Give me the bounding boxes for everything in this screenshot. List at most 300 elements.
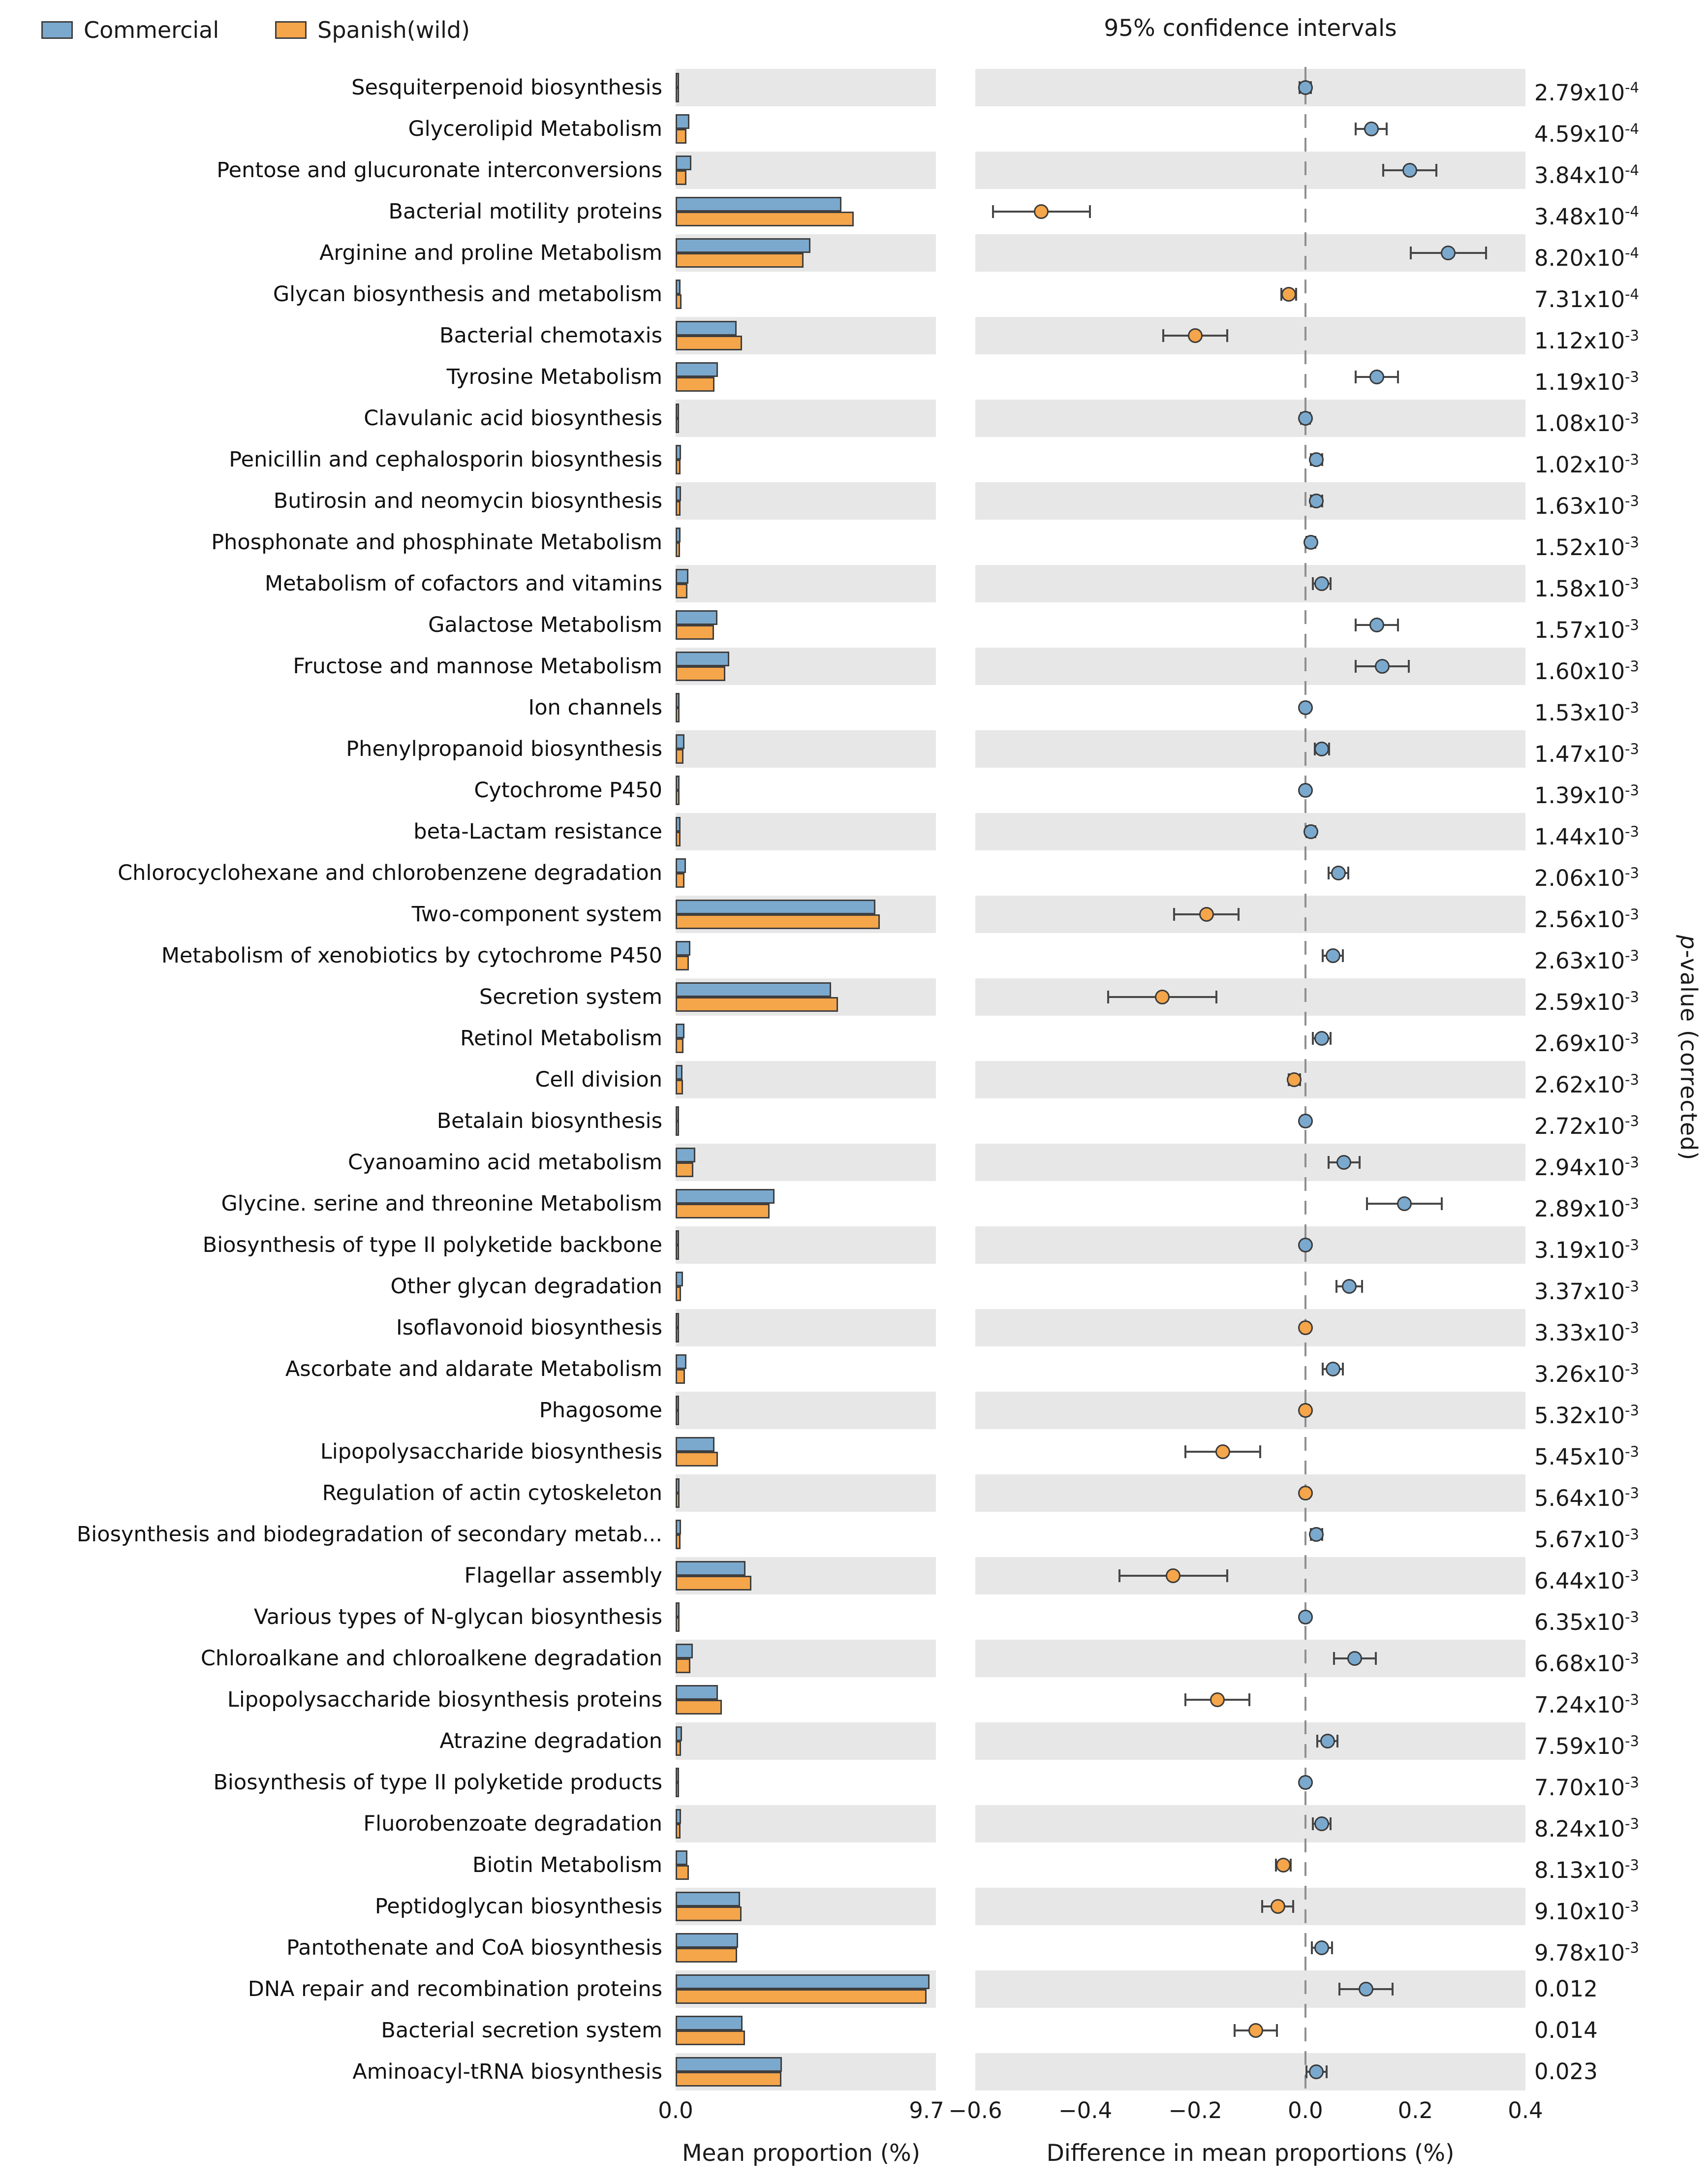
p-value: $3.33x10^{-3}$ [1534, 1319, 1640, 1346]
pathway-label: Secretion system [479, 985, 662, 1009]
pvalue-axis-label-rest: -value (corrected) [1676, 950, 1702, 1161]
p-value: $2.69x10^{-3}$ [1534, 1030, 1640, 1057]
diff-dot [1304, 535, 1318, 550]
spanish-bar [676, 749, 683, 764]
commercial-bar [676, 238, 810, 253]
ci-cap-left [1234, 2024, 1236, 2037]
pathway-label: Biosynthesis of type II polyketide backbone [202, 1233, 662, 1257]
pathway-row [0, 604, 1707, 646]
diff-dot [1298, 783, 1313, 798]
spanish-bar [676, 1080, 683, 1094]
p-value: $8.24x10^{-3}$ [1534, 1815, 1640, 1842]
p-value-exponent: -3 [1625, 534, 1640, 551]
diff-dot [1298, 411, 1313, 426]
pathway-row [0, 1514, 1707, 1555]
spanish-bar [676, 1658, 690, 1673]
p-value-exponent: -3 [1625, 1485, 1640, 1501]
commercial-bar [676, 445, 681, 460]
pathway-row [0, 150, 1707, 191]
p-value-exponent: -4 [1625, 121, 1640, 137]
commercial-bar [676, 1685, 718, 1700]
p-value-exponent: -3 [1625, 741, 1640, 757]
pathway-label: Lipopolysaccharide biosynthesis proteins [227, 1687, 662, 1712]
diff-dot [1314, 1031, 1329, 1046]
commercial-bar [676, 362, 718, 377]
diff-dot [1309, 2064, 1324, 2079]
spanish-bar [676, 1493, 680, 1508]
pathway-row [0, 1348, 1707, 1390]
diff-dot [1326, 1362, 1340, 1376]
pathway-label: Bacterial secretion system [381, 2018, 662, 2043]
p-value-exponent: -3 [1625, 1071, 1640, 1088]
diff-dot [1034, 204, 1049, 219]
spanish-swatch-icon [275, 21, 307, 39]
spanish-bar [676, 1989, 927, 2004]
pathway-label: Biosynthesis and biodegradation of secondary metab... [76, 1522, 662, 1547]
pathway-label: Cyanoamino acid metabolism [347, 1150, 662, 1175]
row-band-right [975, 482, 1525, 520]
pathway-row [0, 1844, 1707, 1886]
commercial-bar [676, 197, 841, 212]
diff-dot [1397, 1196, 1412, 1211]
commercial-bar [676, 982, 831, 997]
row-band-left [676, 813, 936, 850]
right-axis-tick: −0.2 [1168, 2097, 1222, 2123]
p-value: $8.20x10^{-4}$ [1534, 245, 1640, 271]
diff-dot [1364, 122, 1379, 136]
ci-cap-right [1089, 205, 1091, 218]
commercial-bar [676, 1272, 683, 1286]
p-value-exponent: -3 [1625, 947, 1640, 964]
pathway-row [0, 770, 1707, 811]
spanish-bar [676, 584, 687, 598]
commercial-bar [676, 114, 689, 129]
ci-cap-right [1485, 247, 1487, 259]
pathway-row [0, 1224, 1707, 1266]
diff-dot [1298, 1775, 1313, 1790]
spanish-bar [676, 2030, 745, 2045]
pathway-row [0, 1762, 1707, 1803]
commercial-bar [676, 156, 691, 170]
pathway-row [0, 894, 1707, 935]
pathway-row [0, 563, 1707, 604]
pathway-label: Glycine. serine and threonine Metabolism [221, 1191, 662, 1216]
spanish-bar [676, 1369, 685, 1384]
ci-cap-right [1397, 619, 1399, 631]
pathway-label: Galactose Metabolism [428, 613, 662, 637]
diff-dot [1369, 618, 1384, 632]
pathway-label: Butirosin and neomycin biosynthesis [273, 489, 662, 513]
diff-dot [1298, 1486, 1313, 1500]
diff-dot [1342, 1279, 1357, 1294]
commercial-bar [676, 528, 681, 542]
p-value: $2.06x10^{-3}$ [1534, 865, 1640, 891]
ci-cap-left [1173, 908, 1175, 921]
pathway-row [0, 315, 1707, 356]
p-value-exponent: -3 [1625, 658, 1640, 675]
p-value: $2.59x10^{-3}$ [1534, 989, 1640, 1015]
p-value-exponent: -3 [1625, 617, 1640, 633]
pathway-row [0, 1183, 1707, 1224]
pathway-label: Two-component system [411, 902, 662, 927]
p-value: $3.19x10^{-3}$ [1534, 1237, 1640, 1263]
spanish-bar [676, 1410, 679, 1425]
row-band-right [975, 1392, 1525, 1429]
ci-cap-right [1292, 1900, 1294, 1913]
ci-cap-right [1347, 867, 1349, 879]
row-band-right [975, 317, 1525, 354]
p-value-exponent: -3 [1625, 1319, 1640, 1336]
commercial-bar [676, 1065, 683, 1080]
pathway-row [0, 935, 1707, 976]
spanish-bar [676, 418, 679, 433]
ci-cap-right [1375, 1652, 1377, 1665]
right-axis-tick: 0.2 [1397, 2097, 1433, 2123]
pathway-row [0, 1059, 1707, 1100]
commercial-bar [676, 486, 681, 501]
row-band-right [975, 1722, 1525, 1760]
commercial-bar [676, 734, 684, 749]
ci-cap-left [1382, 164, 1384, 177]
pathway-row [0, 976, 1707, 1018]
diff-dot [1331, 866, 1346, 880]
spanish-bar [676, 1328, 679, 1342]
row-band-right [975, 152, 1525, 189]
left-axis-tick: 9.7 [909, 2097, 944, 2123]
pathway-row [0, 646, 1707, 687]
p-value: $1.08x10^{-3}$ [1534, 410, 1640, 437]
pathway-row [0, 1679, 1707, 1720]
row-band-right [975, 1474, 1525, 1512]
p-value-exponent: -3 [1625, 1154, 1640, 1171]
left-axis-caption: Mean proportion (%) [682, 2140, 921, 2167]
row-band-left [676, 152, 936, 189]
p-value-exponent: -3 [1625, 327, 1640, 344]
spanish-bar [676, 1617, 680, 1632]
p-value-exponent: -3 [1625, 1733, 1640, 1749]
p-value: $5.32x10^{-3}$ [1534, 1402, 1640, 1429]
p-value-exponent: -3 [1625, 1650, 1640, 1667]
row-band-right [975, 565, 1525, 602]
ci-cap-left [1311, 1941, 1313, 1954]
commercial-bar [676, 1106, 679, 1121]
row-band-right [975, 1226, 1525, 1264]
p-value-exponent: -3 [1625, 369, 1640, 385]
commercial-bar [676, 1478, 680, 1493]
pathway-row [0, 1018, 1707, 1059]
diff-dot [1359, 1982, 1373, 1997]
pathway-row [0, 1638, 1707, 1679]
p-value: $1.58x10^{-3}$ [1534, 575, 1640, 602]
p-value-exponent: -3 [1625, 1691, 1640, 1708]
p-value: $1.12x10^{-3}$ [1534, 327, 1640, 354]
pathway-label: Lipopolysaccharide biosynthesis [320, 1439, 662, 1464]
diff-dot [1276, 1858, 1291, 1872]
p-value: $8.13x10^{-3}$ [1534, 1857, 1640, 1883]
p-value: $1.57x10^{-3}$ [1534, 617, 1640, 643]
pathway-row [0, 1142, 1707, 1183]
ci-cap-left [1312, 577, 1314, 590]
ci-cap-left [1312, 1817, 1314, 1830]
pathway-row [0, 1803, 1707, 1844]
ci-cap-left [1328, 1156, 1330, 1169]
row-band-right [975, 1970, 1525, 2008]
row-band-right [975, 978, 1525, 1016]
spanish-bar [676, 708, 680, 722]
diff-dot [1199, 907, 1214, 922]
spanish-bar [676, 1162, 693, 1177]
p-value-exponent: -3 [1625, 1774, 1640, 1791]
row-band-right [975, 1061, 1525, 1098]
spanish-bar [676, 1865, 689, 1880]
diff-dot [1248, 2023, 1263, 2038]
diff-dot [1298, 80, 1313, 95]
row-band-right [975, 730, 1525, 768]
row-band-right [975, 69, 1525, 106]
commercial-bar [676, 1561, 745, 1576]
pathway-row [0, 1472, 1707, 1514]
ci-cap-right [1330, 1032, 1332, 1045]
ci-cap-left [1312, 1032, 1314, 1045]
p-value-exponent: -3 [1625, 782, 1640, 799]
pathway-row [0, 398, 1707, 439]
commercial-bar [676, 1148, 695, 1162]
row-band-right [975, 1144, 1525, 1181]
pathway-row [0, 1968, 1707, 2010]
commercial-bar [676, 1850, 687, 1865]
commercial-bar [676, 652, 729, 666]
pathway-row [0, 522, 1707, 563]
pathway-row [0, 1431, 1707, 1472]
row-band-left [676, 1392, 936, 1429]
commercial-bar [676, 610, 717, 625]
pathway-label: Retinol Metabolism [460, 1026, 662, 1051]
pathway-row [0, 811, 1707, 852]
pathway-label: Cell division [535, 1067, 662, 1092]
commercial-bar [676, 1520, 681, 1534]
commercial-bar [676, 2057, 782, 2072]
commercial-bar [676, 1933, 738, 1948]
p-value: $2.94x10^{-3}$ [1534, 1154, 1640, 1181]
row-band-right [975, 1309, 1525, 1346]
diff-dot [1326, 948, 1340, 963]
pvalue-axis-label-p: p [1676, 935, 1702, 950]
commercial-bar [676, 776, 680, 790]
pathway-label: Pentose and glucuronate interconversions [217, 158, 662, 183]
p-value-exponent: -3 [1625, 1195, 1640, 1212]
commercial-bar [676, 1892, 740, 1906]
p-value-exponent: -3 [1625, 493, 1640, 509]
pathway-row [0, 1266, 1707, 1307]
ci-cap-right [1326, 2065, 1328, 2078]
commercial-bar [676, 900, 875, 914]
pathway-row [0, 2010, 1707, 2051]
p-value-exponent: -3 [1625, 1237, 1640, 1253]
ci-cap-left [992, 205, 994, 218]
diff-dot [1309, 1527, 1324, 1542]
pathway-row [0, 1100, 1707, 1142]
p-value: $1.44x10^{-3}$ [1534, 823, 1640, 850]
spanish-bar [676, 336, 742, 350]
pathway-row [0, 67, 1707, 108]
right-axis-tick: −0.4 [1058, 2097, 1113, 2123]
p-value: $1.52x10^{-3}$ [1534, 534, 1640, 561]
ci-cap-left [1355, 123, 1357, 135]
pathway-label: Phosphonate and phosphinate Metabolism [211, 530, 662, 555]
right-axis-tick: 0.4 [1508, 2097, 1543, 2123]
p-value: $1.47x10^{-3}$ [1534, 741, 1640, 767]
p-value: $5.67x10^{-3}$ [1534, 1526, 1640, 1553]
p-value: $3.48x10^{-4}$ [1534, 203, 1640, 230]
row-band-left [676, 1805, 936, 1842]
pathway-row [0, 274, 1707, 315]
p-value: $7.24x10^{-3}$ [1534, 1691, 1640, 1718]
pathway-row [0, 191, 1707, 232]
pathway-label: Clavulanic acid biosynthesis [364, 406, 662, 431]
ci-cap-right [1331, 1941, 1333, 1954]
ci-cap-right [1392, 1983, 1394, 1996]
pathway-row [0, 232, 1707, 274]
spanish-bar [676, 1824, 681, 1839]
spanish-bar [676, 1741, 681, 1756]
diff-dot [1188, 328, 1203, 343]
p-value-exponent: -3 [1625, 989, 1640, 1005]
pathway-label: Ion channels [528, 695, 662, 720]
pathway-label: Phenylpropanoid biosynthesis [346, 737, 662, 761]
p-value-exponent: -3 [1625, 1857, 1640, 1873]
spanish-bar [676, 88, 679, 102]
spanish-bar [676, 997, 838, 1012]
chart-rows [0, 67, 1707, 2092]
p-value-exponent: -4 [1625, 203, 1640, 220]
commercial-bar [676, 1768, 679, 1782]
right-axis-tick: 0.0 [1288, 2097, 1323, 2123]
spanish-bar [676, 542, 680, 557]
row-band-right [975, 896, 1525, 933]
p-value: $1.63x10^{-3}$ [1534, 493, 1640, 519]
commercial-bar [676, 1230, 679, 1245]
ci-cap-left [1328, 867, 1330, 879]
pathway-row [0, 1927, 1707, 1968]
spanish-bar [676, 666, 725, 681]
p-value: $1.60x10^{-3}$ [1534, 658, 1640, 685]
p-value-exponent: -3 [1625, 1609, 1640, 1625]
p-value-exponent: -3 [1625, 865, 1640, 881]
right-axis-tick: −0.6 [948, 2097, 1002, 2123]
pathway-row [0, 480, 1707, 522]
ci-cap-right [1361, 1280, 1363, 1293]
commercial-bar [676, 1189, 775, 1204]
commercial-bar [676, 569, 688, 584]
ci-cap-left [1355, 371, 1357, 383]
pathway-label: Bacterial motility proteins [388, 199, 662, 224]
row-band-left [676, 1474, 936, 1512]
p-value-exponent: -3 [1625, 1567, 1640, 1584]
ci-cap-left [1184, 1445, 1186, 1458]
commercial-bar [676, 280, 681, 294]
p-value-exponent: -3 [1625, 1898, 1640, 1915]
row-band-right [975, 813, 1525, 850]
spanish-bar [676, 1452, 718, 1466]
commercial-bar [676, 404, 679, 418]
ci-cap-right [1397, 371, 1399, 383]
row-band-left [676, 1722, 936, 1760]
p-value: $1.53x10^{-3}$ [1534, 699, 1640, 726]
pathway-row [0, 728, 1707, 770]
pathway-row [0, 439, 1707, 480]
diff-dot [1155, 990, 1170, 1004]
diff-dot [1304, 824, 1318, 839]
right-axis-caption: Difference in mean proportions (%) [1046, 2140, 1455, 2167]
p-value-exponent: -3 [1625, 906, 1640, 923]
diff-dot [1309, 452, 1324, 467]
p-value-exponent: -3 [1625, 1030, 1640, 1047]
p-value-exponent: -3 [1625, 410, 1640, 427]
commercial-bar [676, 1602, 680, 1617]
p-value: $3.84x10^{-4}$ [1534, 162, 1640, 188]
row-band-right [975, 2053, 1525, 2090]
commercial-bar [676, 1437, 714, 1452]
row-band-left [676, 1640, 936, 1677]
p-value-exponent: -3 [1625, 1526, 1640, 1543]
ci-cap-left [1338, 1983, 1340, 1996]
legend [41, 13, 513, 47]
spanish-bar [676, 956, 689, 970]
pathway-label: Bacterial chemotaxis [439, 323, 662, 348]
p-value-exponent: -3 [1625, 1278, 1640, 1295]
pathway-row [0, 1886, 1707, 1927]
ci-cap-left [1366, 1197, 1368, 1210]
p-value: 0.023 [1534, 2059, 1598, 2085]
row-band-right [975, 400, 1525, 437]
p-value: $4.59x10^{-4}$ [1534, 121, 1640, 147]
commercial-bar [676, 1974, 930, 1989]
pathway-row [0, 108, 1707, 150]
commercial-bar [676, 1024, 684, 1038]
pathway-label: Flagellar assembly [464, 1563, 662, 1588]
diff-dot [1281, 287, 1296, 302]
pathway-row [0, 1720, 1707, 1762]
pathway-label: Pantothenate and CoA biosynthesis [286, 1935, 662, 1960]
ci-cap-right [1248, 1693, 1250, 1706]
p-value: $5.64x10^{-3}$ [1534, 1485, 1640, 1511]
pathway-label: Tyrosine Metabolism [446, 365, 662, 389]
spanish-bar [676, 377, 714, 392]
pathway-label: Ascorbate and aldarate Metabolism [285, 1357, 662, 1381]
pvalue-axis-label [1676, 935, 1702, 1160]
pathway-row [0, 687, 1707, 728]
row-band-right [975, 1557, 1525, 1594]
ci-cap-right [1226, 329, 1228, 342]
pathway-label: Fructose and mannose Metabolism [293, 654, 662, 679]
commercial-bar [676, 941, 690, 956]
pathway-label: Betalain biosynthesis [436, 1109, 662, 1133]
ci-cap-left [1410, 247, 1412, 259]
commercial-bar [676, 1354, 686, 1369]
row-band-right [975, 1805, 1525, 1842]
row-band-left [676, 1309, 936, 1346]
commercial-bar [676, 1726, 682, 1741]
p-value: $3.37x10^{-3}$ [1534, 1278, 1640, 1305]
diff-dot [1298, 700, 1313, 715]
left-axis-tick: 0.0 [658, 2097, 693, 2123]
ci-cap-left [1355, 619, 1357, 631]
commercial-bar [676, 1313, 679, 1328]
ci-cap-left [1333, 1652, 1335, 1665]
diff-dot [1298, 1114, 1313, 1128]
spanish-bar [676, 253, 804, 268]
pathway-label: Regulation of actin cytoskeleton [322, 1481, 662, 1505]
